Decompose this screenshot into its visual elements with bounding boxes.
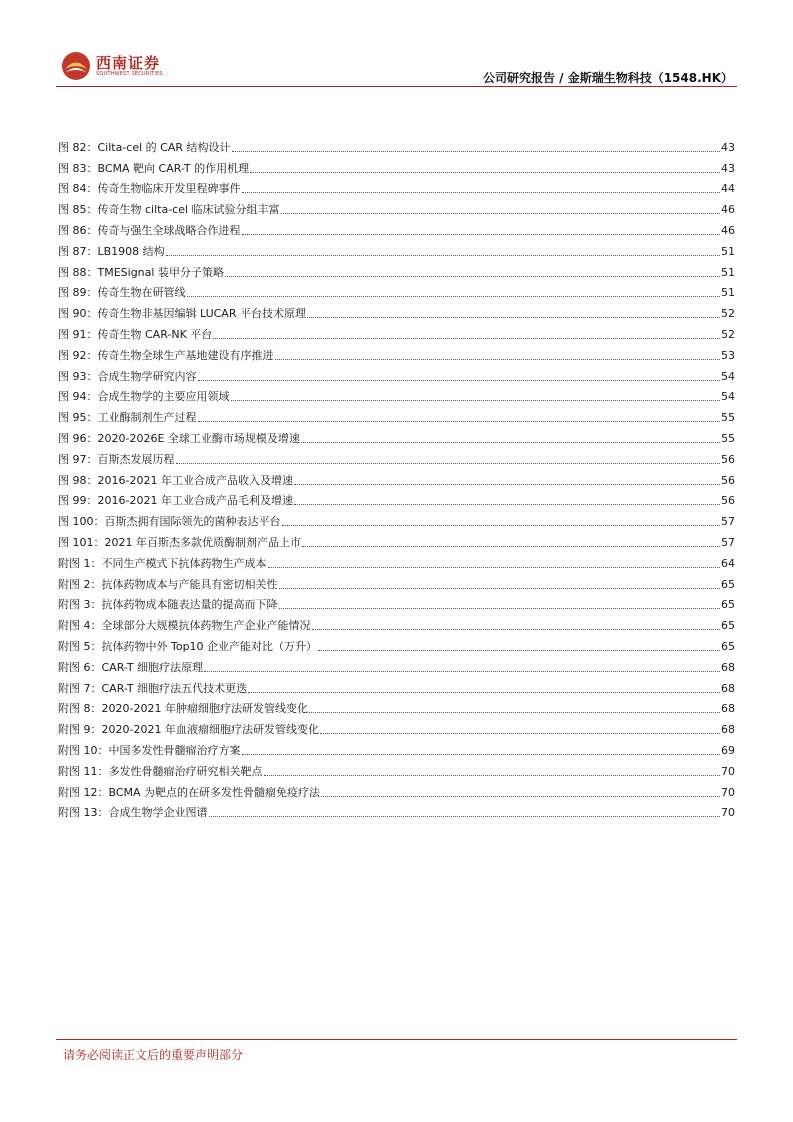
toc-entry-page: 51 [721, 286, 735, 300]
toc-entry-label: 附图 6：CAR-T 细胞疗法原理 [58, 660, 204, 674]
toc-entry[interactable] [58, 550, 735, 571]
logo-emblem-icon [60, 50, 92, 82]
toc-entry-page: 65 [721, 619, 735, 633]
toc-dot-leader [281, 213, 720, 214]
toc-entry-label: 图 86：传奇与强生全球战略合作进程 [58, 223, 241, 237]
toc-entry-page: 56 [721, 494, 735, 508]
toc-entry[interactable] [58, 716, 735, 737]
toc-dot-leader [309, 712, 720, 713]
toc-entry-page: 43 [721, 161, 735, 175]
toc-dot-leader [198, 421, 721, 422]
toc-entry-label: 图 91：传奇生物 CAR-NK 平台 [58, 327, 213, 341]
toc-entry-page: 69 [721, 743, 735, 757]
toc-entry-label: 附图 10：中国多发性骨髓瘤治疗方案 [58, 743, 241, 757]
toc-entry-label: 图 98：2016-2021 年工业合成产品收入及增速 [58, 473, 293, 487]
toc-entry-label: 图 100：百斯杰拥有国际领先的菌种表达平台 [58, 515, 281, 529]
figure-list [58, 134, 735, 820]
toc-entry[interactable] [58, 696, 735, 717]
toc-entry[interactable] [58, 446, 735, 467]
toc-dot-leader [279, 588, 721, 589]
toc-entry-label: 图 96：2020-2026E 全球工业酶市场规模及增速 [58, 431, 300, 445]
toc-entry-page: 68 [721, 681, 735, 695]
toc-entry-label: 附图 12：BCMA 为靶点的在研多发性骨髓瘤免疫疗法 [58, 785, 321, 799]
toc-entry-label: 图 99：2016-2021 年工业合成产品毛利及增速 [58, 494, 293, 508]
toc-entry[interactable] [58, 384, 735, 405]
toc-dot-leader [209, 816, 721, 817]
toc-entry[interactable] [58, 779, 735, 800]
toc-dot-leader [318, 650, 720, 651]
footer-divider [56, 1039, 737, 1040]
toc-dot-leader [301, 442, 720, 443]
toc-entry-label: 图 83：BCMA 靶向 CAR-T 的作用机理 [58, 161, 250, 175]
page-header [0, 0, 793, 90]
toc-entry-label: 附图 5：抗体药物中外 Top10 企业产能对比（万升） [58, 639, 318, 653]
toc-entry-page: 55 [721, 431, 735, 445]
company-logo [60, 50, 180, 84]
toc-entry[interactable] [58, 280, 735, 301]
toc-entry[interactable] [58, 675, 735, 696]
toc-entry-page: 57 [721, 515, 735, 529]
toc-entry-label: 图 88：TMESignal 装甲分子策略 [58, 265, 224, 279]
toc-dot-leader [232, 151, 720, 152]
toc-entry-page: 44 [721, 182, 735, 196]
toc-entry-page: 64 [721, 556, 735, 570]
toc-entry-page: 70 [721, 785, 735, 799]
toc-entry-page: 68 [721, 723, 735, 737]
toc-entry-label: 图 90：传奇生物非基因编辑 LUCAR 平台技术原理 [58, 307, 306, 321]
toc-dot-leader [268, 567, 721, 568]
toc-entry-page: 54 [721, 390, 735, 404]
toc-entry[interactable] [58, 737, 735, 758]
toc-entry[interactable] [58, 259, 735, 280]
toc-entry[interactable] [58, 217, 735, 238]
toc-entry[interactable] [58, 176, 735, 197]
toc-entry-page: 43 [721, 140, 735, 154]
toc-entry-page: 46 [721, 203, 735, 217]
toc-dot-leader [225, 276, 720, 277]
toc-dot-leader [321, 796, 720, 797]
toc-dot-leader [275, 359, 721, 360]
toc-entry[interactable] [58, 196, 735, 217]
toc-entry[interactable] [58, 592, 735, 613]
report-title: 公司研究报告 / 金斯瑞生物科技（1548.HK） [482, 71, 733, 85]
toc-entry-page: 55 [721, 411, 735, 425]
toc-entry-label: 图 94：合成生物学的主要应用领域 [58, 390, 230, 404]
toc-dot-leader [231, 400, 721, 401]
toc-dot-leader [242, 234, 721, 235]
toc-dot-leader [250, 172, 720, 173]
toc-entry[interactable] [58, 529, 735, 550]
toc-dot-leader [264, 775, 721, 776]
toc-entry[interactable] [58, 404, 735, 425]
toc-entry-label: 图 87：LB1908 结构 [58, 244, 165, 258]
toc-dot-leader [198, 380, 721, 381]
toc-dot-leader [166, 255, 720, 256]
toc-dot-leader [242, 192, 721, 193]
toc-entry-page: 68 [721, 660, 735, 674]
toc-entry-label: 图 92：传奇生物全球生产基地建设有序推进 [58, 348, 274, 362]
toc-entry-page: 56 [721, 473, 735, 487]
toc-entry[interactable] [58, 467, 735, 488]
toc-entry-page: 65 [721, 598, 735, 612]
toc-entry-page: 51 [721, 244, 735, 258]
toc-entry-page: 57 [721, 535, 735, 549]
toc-entry-label: 附图 9：2020-2021 年血液瘤细胞疗法研发管线变化 [58, 723, 319, 737]
toc-dot-leader [294, 504, 720, 505]
toc-entry[interactable] [58, 654, 735, 675]
toc-entry[interactable] [58, 134, 735, 155]
toc-dot-leader [320, 733, 720, 734]
toc-entry-label: 附图 13：合成生物学企业图谱 [58, 806, 208, 820]
toc-entry[interactable] [58, 488, 735, 509]
toc-dot-leader [294, 484, 720, 485]
toc-entry-page: 65 [721, 639, 735, 653]
toc-entry-page: 52 [721, 327, 735, 341]
logo-chinese-name: 西南证券 [96, 54, 161, 72]
toc-entry-label: 图 101：2021 年百斯杰多款优质酶制剂产品上市 [58, 535, 301, 549]
toc-entry-label: 附图 3：抗体药物成本随表达量的提高而下降 [58, 598, 278, 612]
toc-entry-page: 54 [721, 369, 735, 383]
toc-entry[interactable] [58, 425, 735, 446]
header-divider [56, 86, 737, 87]
toc-entry[interactable] [58, 633, 735, 654]
toc-entry-label: 图 95：工业酶制剂生产过程 [58, 411, 197, 425]
toc-entry[interactable] [58, 758, 735, 779]
toc-entry[interactable] [58, 363, 735, 384]
toc-dot-leader [312, 629, 721, 630]
toc-entry[interactable] [58, 300, 735, 321]
toc-entry[interactable] [58, 342, 735, 363]
toc-entry-label: 图 89：传奇生物在研管线 [58, 286, 186, 300]
toc-entry-page: 51 [721, 265, 735, 279]
toc-entry-label: 图 85：传奇生物 cilta-cel 临床试验分组丰富 [58, 203, 280, 217]
toc-dot-leader [307, 317, 720, 318]
toc-dot-leader [187, 296, 721, 297]
toc-dot-leader [302, 546, 720, 547]
toc-entry-label: 附图 1：不同生产模式下抗体药物生产成本 [58, 556, 267, 570]
toc-entry-label: 附图 2：抗体药物成本与产能具有密切相关性 [58, 577, 278, 591]
toc-entry-page: 52 [721, 307, 735, 321]
toc-entry-label: 附图 8：2020-2021 年肿瘤细胞疗法研发管线变化 [58, 702, 308, 716]
toc-dot-leader [242, 754, 721, 755]
toc-entry[interactable] [58, 155, 735, 176]
toc-entry-label: 图 97：百斯杰发展历程 [58, 452, 175, 466]
toc-dot-leader [176, 463, 721, 464]
toc-entry[interactable] [58, 612, 735, 633]
toc-entry-page: 46 [721, 223, 735, 237]
footer-disclaimer: 请务必阅读正文后的重要声明部分 [63, 1048, 244, 1062]
toc-entry-page: 65 [721, 577, 735, 591]
toc-dot-leader [282, 525, 721, 526]
toc-entry[interactable] [58, 800, 735, 821]
logo-english-name: SOUTHWEST SECURITIES [96, 71, 163, 77]
toc-entry-label: 图 84：传奇生物临床开发里程碑事件 [58, 182, 241, 196]
toc-entry[interactable] [58, 571, 735, 592]
toc-entry-label: 附图 4：全球部分大规模抗体药物生产企业产能情况 [58, 619, 311, 633]
toc-entry-label: 附图 7：CAR-T 细胞疗法五代技术更迭 [58, 681, 248, 695]
toc-entry-page: 53 [721, 348, 735, 362]
toc-entry[interactable] [58, 321, 735, 342]
toc-dot-leader [279, 608, 721, 609]
toc-dot-leader [204, 671, 720, 672]
toc-entry-page: 56 [721, 452, 735, 466]
toc-entry-page: 68 [721, 702, 735, 716]
toc-entry-page: 70 [721, 764, 735, 778]
toc-dot-leader [213, 338, 720, 339]
toc-entry[interactable] [58, 238, 735, 259]
toc-entry-page: 70 [721, 806, 735, 820]
toc-entry-label: 附图 11：多发性骨髓瘤治疗研究相关靶点 [58, 764, 263, 778]
toc-dot-leader [248, 692, 720, 693]
toc-entry-label: 图 93：合成生物学研究内容 [58, 369, 197, 383]
toc-entry[interactable] [58, 508, 735, 529]
toc-entry-label: 图 82：Cilta-cel 的 CAR 结构设计 [58, 140, 231, 154]
